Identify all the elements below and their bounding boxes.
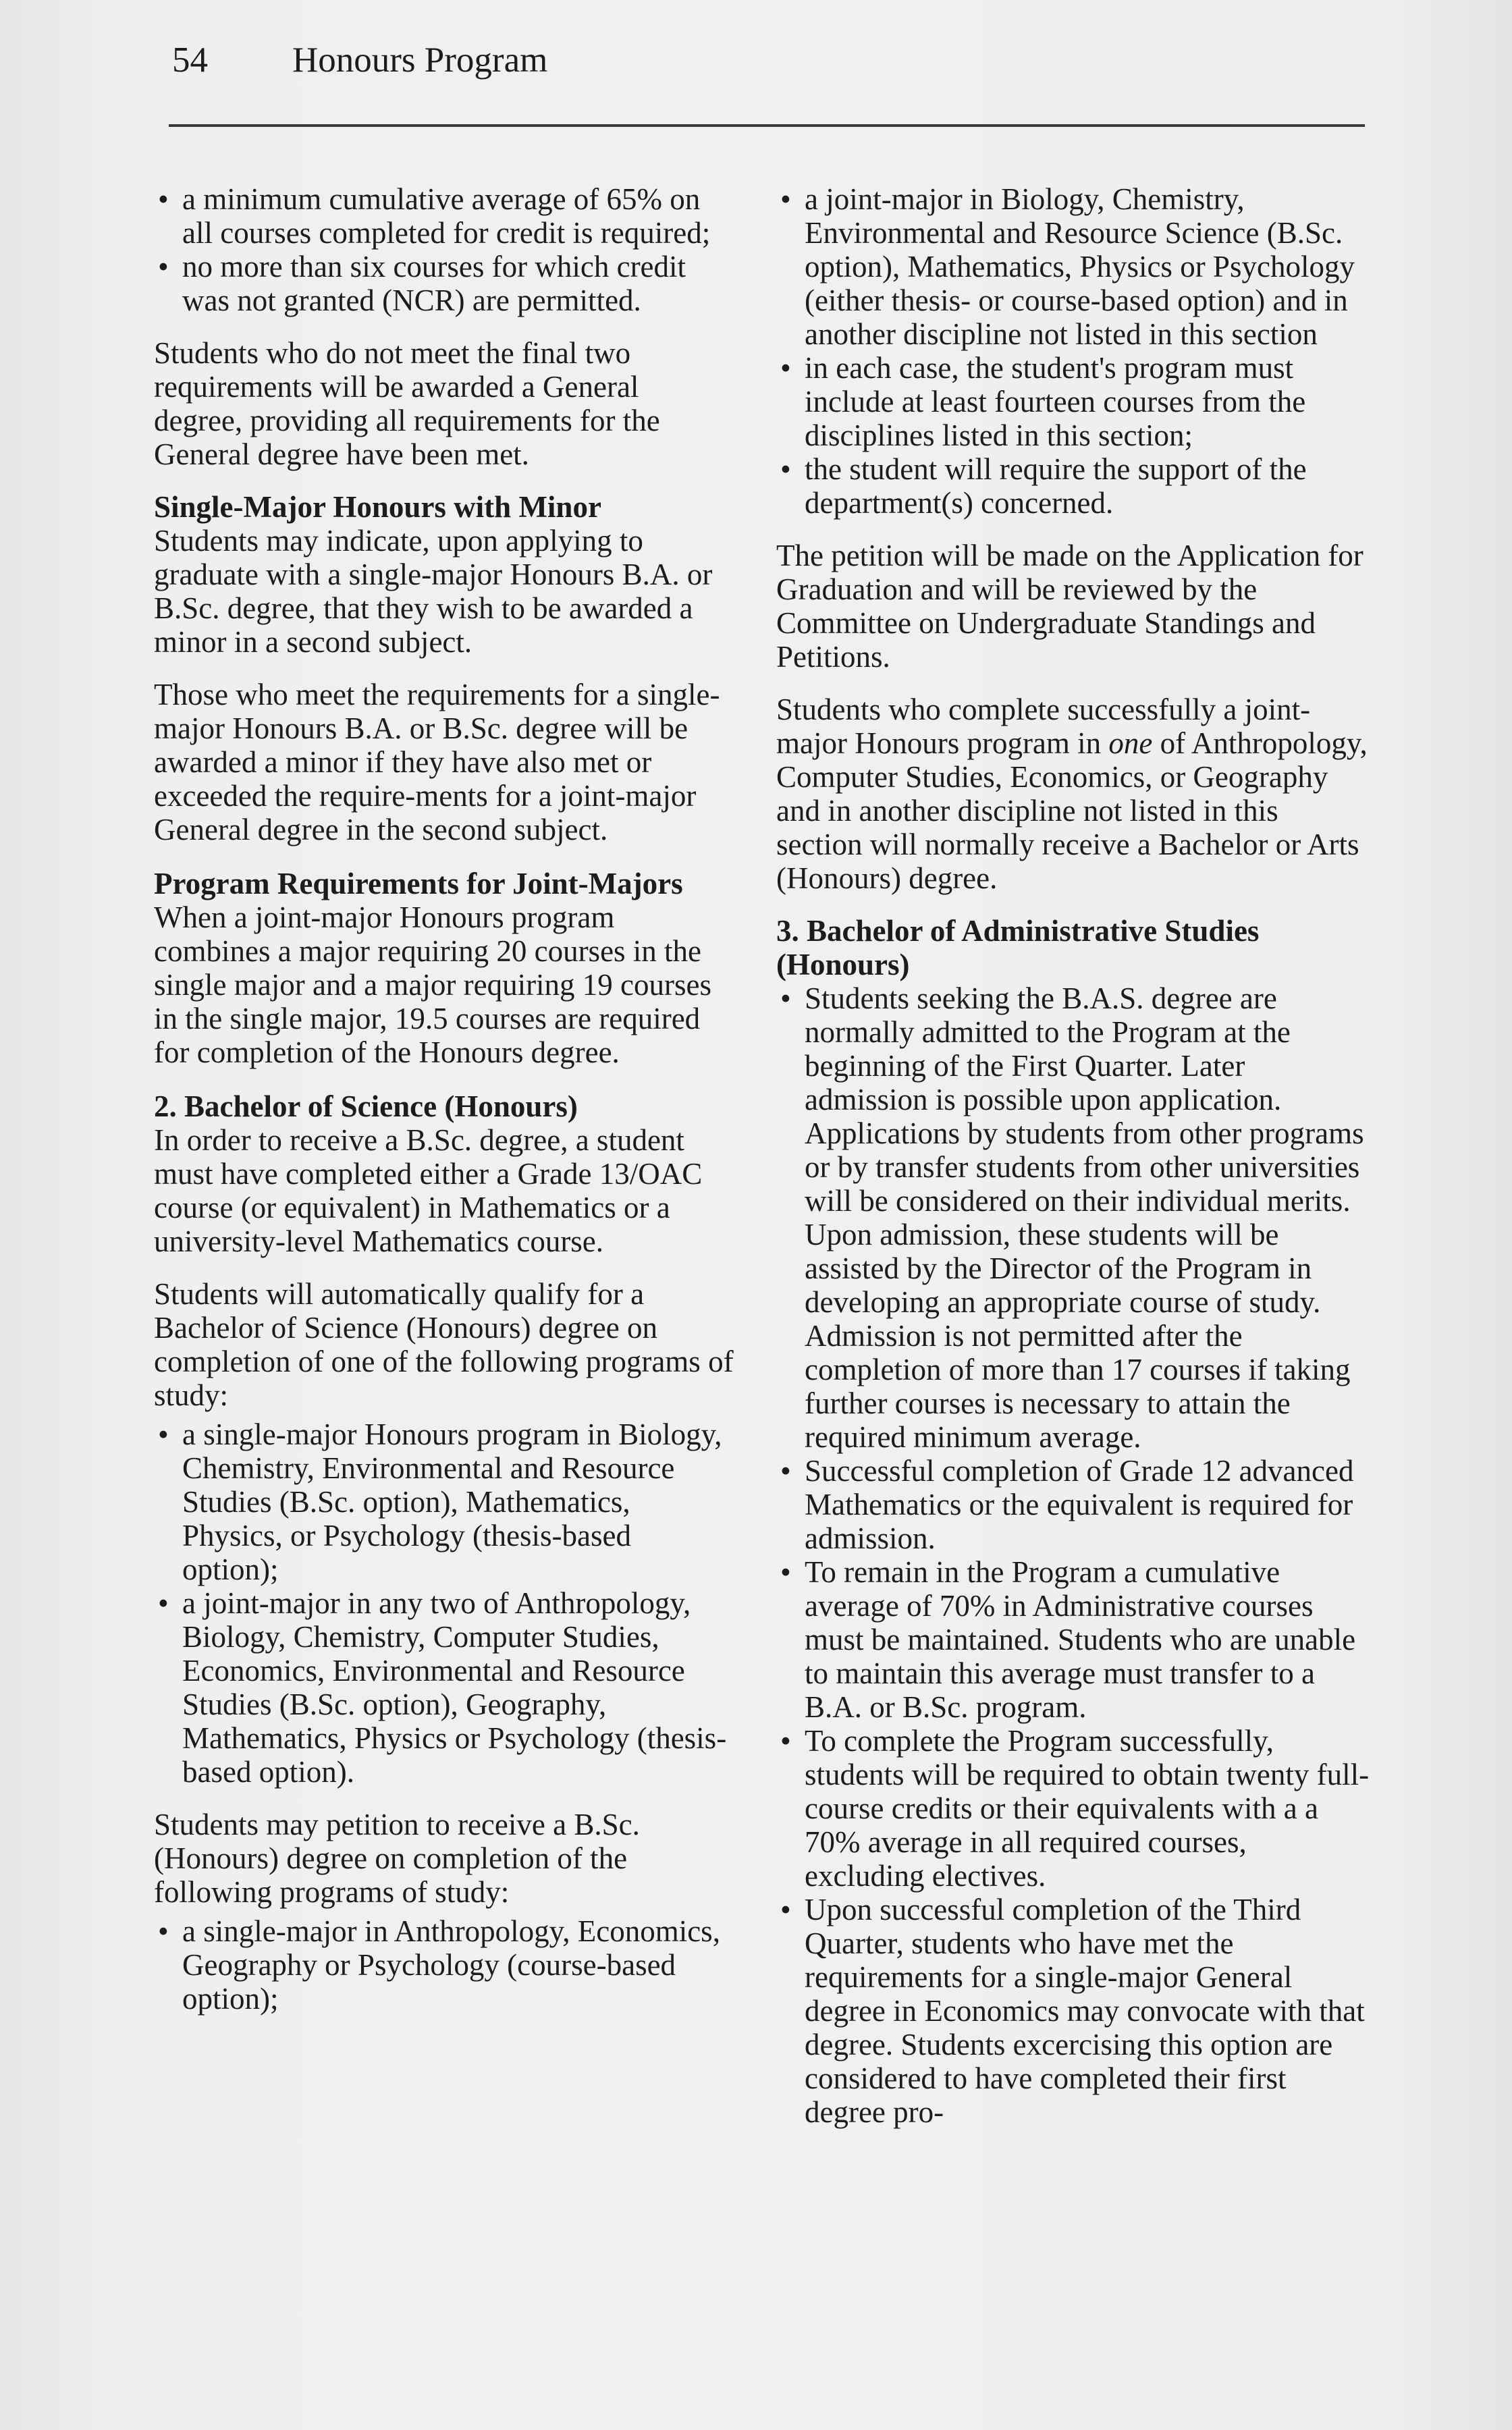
list-item: • To complete the Program successfully, students will be required to obtain twenty full-course credits or their equivalents with a a 70% average in all required courses, excluding electives. bbox=[776, 1724, 1370, 1893]
section-bachelor-science bbox=[154, 1089, 734, 2016]
section-single-major-minor bbox=[154, 490, 734, 846]
emphasis: one bbox=[1108, 726, 1153, 760]
section-bachelor-administrative bbox=[776, 914, 1370, 2129]
paragraph: Students may indicate, upon applying to graduate with a single-major Honours B.A. or B.Sc. degree, that they wish to be awarded a minor in a second subject. bbox=[154, 524, 713, 659]
section-heading: Program Requirements for Joint-Majors bbox=[154, 867, 683, 900]
running-title: Honours Program bbox=[292, 40, 548, 80]
list-item: • To remain in the Program a cumulative average of 70% in Administrative courses must be maintained. Students who are unable to maintain this average must transfer to a B.A. or B.Sc. program. bbox=[776, 1555, 1370, 1724]
text-run: Students who complete successfully a joint-major Honours program in bbox=[776, 693, 1311, 760]
header-rule bbox=[169, 124, 1365, 127]
list-item: • Students seeking the B.A.S. degree are normally admitted to the Program at the beginning of the First Quarter. Later admission is possible upon application. Applications by students from other programs or by transfer students from other universities will be considered on their individual merits. Upon admission, these students will be assisted by the Director of the Program in developing an appropriate course of study. Admission is not permitted after the completion of more than 17 courses if taking further courses is necessary to attain the required minimum average. bbox=[776, 981, 1370, 1454]
list-item: • a single-major in Anthropology, Economics, Geography or Psychology (course-based option); bbox=[154, 1914, 734, 2016]
paragraph: Students may petition to receive a B.Sc. (Honours) degree on completion of the following programs of study: bbox=[154, 1808, 640, 1909]
list-item: • the student will require the support of the department(s) concerned. bbox=[776, 452, 1370, 520]
paragraph: Students who do not meet the final two requirements will be awarded a General degree, providing all requirements for the General degree have been met. bbox=[154, 336, 660, 471]
left-column bbox=[154, 182, 734, 2036]
petition-programs-list bbox=[154, 1914, 734, 2016]
list-item: • no more than six courses for which credit was not granted (NCR) are permitted. bbox=[154, 250, 734, 317]
section-heading: 3. Bachelor of Administrative Studies (Honours) bbox=[776, 914, 1260, 981]
list-item: • Upon successful completion of the Third Quarter, students who have met the requirements for a single-major General degree in Economics may convocate with that degree. Students excercising this option are considered to have completed their first degree pro- bbox=[776, 1893, 1370, 2129]
page-number: 54 bbox=[172, 40, 208, 80]
paragraph: Students will automatically qualify for a Bachelor of Science (Honours) degree on completion of one of the following programs of study: bbox=[154, 1277, 734, 1412]
text-run: of Anthropology, Computer Studies, Economics, or Geography and in another discipline not listed in this section will normally receive a Bachelor or Arts (Honours) degree. bbox=[776, 726, 1368, 895]
list-item: • a single-major Honours program in Biology, Chemistry, Environmental and Resource Studies (B.Sc. option), Mathematics, Physics, or Psychology (thesis-based option); bbox=[154, 1418, 734, 1586]
bsc-programs-list bbox=[154, 1418, 734, 1789]
section-joint-majors bbox=[154, 867, 734, 1069]
paragraph: Those who meet the requirements for a single-major Honours B.A. or B.Sc. degree will be awarded a minor if they have also met or exceeded the require-ments for a joint-major General degree in the second subject. bbox=[154, 678, 720, 846]
requirements-list bbox=[154, 182, 734, 317]
list-item: • Successful completion of Grade 12 advanced Mathematics or the equivalent is required for admission. bbox=[776, 1454, 1370, 1555]
right-column bbox=[776, 182, 1370, 2149]
paragraph bbox=[776, 693, 1370, 895]
bas-requirements-list bbox=[776, 981, 1370, 2129]
list-item: • a minimum cumulative average of 65% on all courses completed for credit is required; bbox=[154, 182, 734, 250]
list-item: • a joint-major in any two of Anthropology, Biology, Chemistry, Computer Studies, Economics, Environmental and Resource Studies (B.Sc. option), Geography, Mathematics, Physics or Psychology (thesis-based option). bbox=[154, 1586, 734, 1789]
list-item: • a joint-major in Biology, Chemistry, Environmental and Resource Science (B.Sc. option), Mathematics, Physics or Psychology (either thesis- or course-based option) and in another discipline not listed in this section bbox=[776, 182, 1370, 351]
section-heading: 2. Bachelor of Science (Honours) bbox=[154, 1089, 578, 1123]
list-item: • in each case, the student's program must include at least fourteen courses from the disciplines listed in this section; bbox=[776, 351, 1370, 452]
petition-conditions-list bbox=[776, 182, 1370, 520]
paragraph: The petition will be made on the Application for Graduation and will be reviewed by the Committee on Undergraduate Standings and Petitions. bbox=[776, 539, 1364, 674]
page-header bbox=[172, 39, 547, 81]
paragraph: In order to receive a B.Sc. degree, a student must have completed either a Grade 13/OAC course (or equivalent) in Mathematics or a university-level Mathematics course. bbox=[154, 1123, 703, 1258]
paragraph: When a joint-major Honours program combines a major requiring 20 courses in the single major and a major requiring 19 courses in the single major, 19.5 courses are required for completion of the Honours degree. bbox=[154, 900, 712, 1069]
section-heading: Single-Major Honours with Minor bbox=[154, 490, 601, 524]
